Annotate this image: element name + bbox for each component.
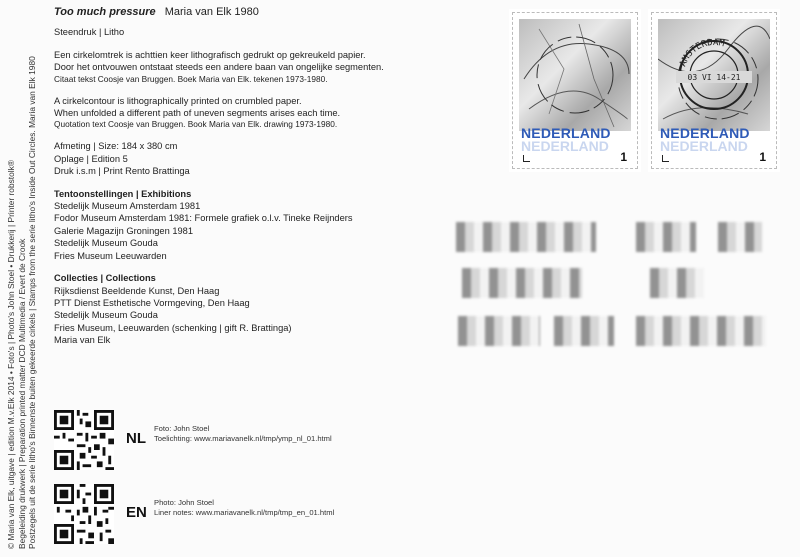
stamp-artwork (658, 19, 770, 131)
stamp-artwork (519, 19, 631, 131)
qr-block-en (54, 484, 474, 546)
stamp-country: NEDERLAND (521, 125, 611, 141)
qr-caption-en (154, 498, 334, 518)
colophon-line: © Maria van Elk, uitgave | edition M.v.Elk 2014 • Foto's | Photo's John Stoel • Drukkerij | Printer robstolk® (6, 160, 16, 549)
qr-code-nl[interactable] (54, 410, 114, 470)
address-line-2-redacted (450, 268, 770, 302)
exhibition-item: Fries Museum Leeuwarden (54, 250, 167, 261)
stamp-country-shadow: NEDERLAND (521, 138, 609, 154)
lang-label-nl: NL (126, 430, 146, 447)
en-quote: Quotation text Coosje van Bruggen. Book Maria van Elk. drawing 1973-1980. (54, 119, 338, 130)
en-text-line: A cirkelcontour is lithographically printed on crumbled paper. (54, 95, 302, 106)
exhibition-item: Galerie Magazijn Groningen 1981 (54, 225, 194, 236)
corner-mark (523, 155, 530, 162)
qr-block-nl (54, 410, 474, 472)
colophon-vertical (4, 0, 44, 557)
postage-stamp-1 (512, 12, 638, 169)
colophon-line: Begeleiding drukwerk | Preparation printed matter DCD Multimedia / Evert de Crook (16, 238, 27, 549)
postmark-city: AMSTERDAM (678, 37, 726, 69)
stamp-country-shadow: NEDERLAND (660, 138, 748, 154)
lang-label-en: EN (126, 504, 147, 521)
collection-item: Stedelijk Museum Gouda (54, 310, 158, 321)
postmark-date: 03 VI 14-21 (687, 73, 741, 82)
exhibitions-heading: Tentoonstellingen | Exhibitions (54, 188, 192, 199)
artist-year: Maria van Elk 1980 (164, 6, 259, 18)
artwork-title: Too much pressure (54, 6, 156, 18)
stamp-country: NEDERLAND (660, 125, 750, 141)
nl-text-line: Door het ontvouwen ontstaat steeds een andere baan van ongelijke segmenten. (54, 62, 384, 73)
collection-item: Maria van Elk (54, 335, 111, 346)
en-text-line: When unfolded a different path of uneven segments arises each time. (54, 108, 341, 119)
notes-link[interactable]: Toelichting: www.mariavanelk.nl/tmp/ymp_nl_01.html (154, 434, 332, 443)
photo-credit: Foto: John Stoel (154, 424, 210, 433)
collections-heading: Collecties | Collections (54, 273, 156, 284)
stamp-value: 1 (759, 150, 766, 164)
notes-link[interactable]: Liner notes: www.mariavanelk.nl/tmp/tmp_en_01.html (154, 508, 335, 517)
spec-print: Druk i.s.m | Print Rento Brattinga (54, 166, 190, 177)
title-line (54, 6, 484, 18)
text-column (54, 6, 484, 347)
qr-caption-nl (154, 424, 332, 444)
corner-mark (662, 155, 669, 162)
collection-item: PTT Dienst Esthetische Vormgeving, Den Haag (54, 297, 250, 308)
photo-credit: Photo: John Stoel (154, 498, 214, 507)
stamp-value: 1 (620, 150, 627, 164)
address-line-3-redacted (450, 316, 770, 350)
collection-item: Fries Museum, Leeuwarden (schenking | gift R. Brattinga) (54, 322, 292, 333)
nl-text-line: Een cirkelomtrek is achttien keer lithografisch gedrukt op gekreukeld papier. (54, 49, 366, 60)
exhibition-item: Fodor Museum Amsterdam 1981: Formele grafiek o.l.v. Tineke Reijnders (54, 213, 353, 224)
collection-item: Rijksdienst Beeldende Kunst, Den Haag (54, 285, 220, 296)
nl-quote: Citaat tekst Coosje van Bruggen. Boek Maria van Elk. tekenen 1973-1980. (54, 73, 328, 84)
spec-edition: Oplage | Edition 5 (54, 153, 128, 164)
crumpled-circle-print (658, 19, 770, 131)
qr-code-en[interactable] (54, 484, 114, 544)
postage-stamp-2 (651, 12, 777, 169)
crumpled-circle-print (519, 19, 631, 131)
colophon-line: Postzegels uit de serie litho's Binnenste buiten gekeerde cirkels | Stamps from the serie litho's Inside Out Circles. Maria van Elk 1980 (27, 56, 38, 549)
exhibition-item: Stedelijk Museum Gouda (54, 238, 158, 249)
spec-size: Afmeting | Size: 184 x 380 cm (54, 141, 178, 152)
technique: Steendruk | Litho (54, 27, 125, 38)
address-line-1-redacted (450, 222, 770, 256)
exhibition-item: Stedelijk Museum Amsterdam 1981 (54, 201, 201, 212)
